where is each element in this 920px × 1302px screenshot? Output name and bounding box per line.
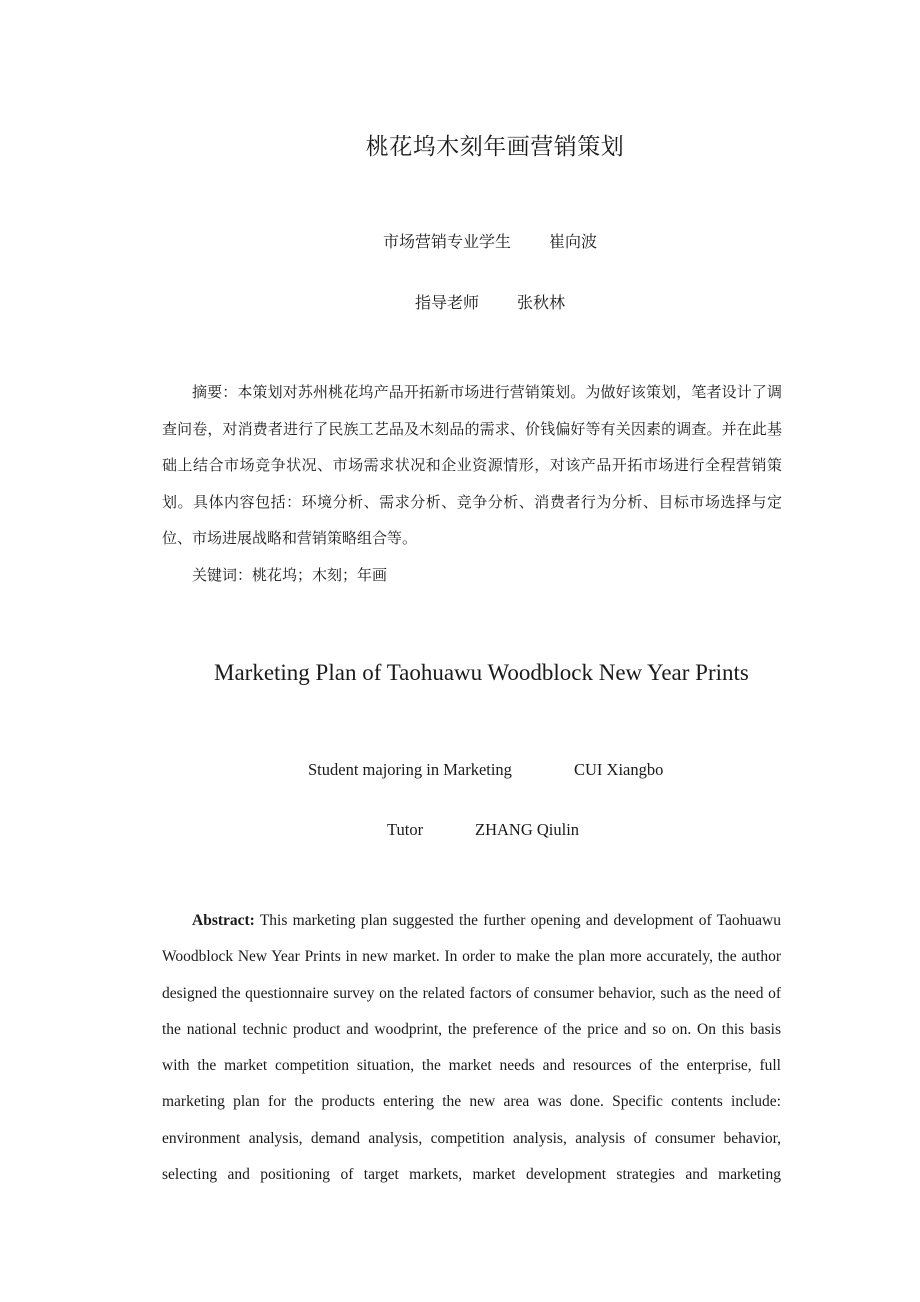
- chinese-title: 桃花坞木刻年画营销策划: [365, 134, 625, 160]
- chinese-author-line: [0, 229, 920, 252]
- english-abstract-text: This marketing plan suggested the further opening and development of Taohuawu Woodblock New Year Prints in new market. In order to make the plan more accurately, the author designed the questionnaire survey on the related factors of consumer behavior, such as the need of the national technic product and woodprint, the preference of the price and so on. On this basis with the market competition situation, the market needs and resources of the enterprise, full marketing plan for the products entering the new area was done. Specific contents include: environment analysis, demand analysis, competition analysis, analysis of consumer behavior, selecting and positioning of target markets, market development strategies and marketing: [162, 912, 781, 1184]
- chinese-tutor-line: [0, 290, 920, 313]
- english-author-role: Student majoring in Marketing: [308, 760, 512, 779]
- english-author-name: CUI Xiangbo: [574, 760, 664, 779]
- english-tutor-name: ZHANG Qiulin: [475, 820, 580, 839]
- english-abstract-label: Abstract:: [192, 912, 255, 929]
- english-abstract: [162, 903, 781, 1193]
- chinese-author-role: 市场营销专业学生: [382, 232, 511, 251]
- chinese-tutor-name: 张秋林: [517, 293, 566, 312]
- chinese-author-name: 崔向波: [549, 232, 598, 251]
- chinese-abstract: 摘要：本策划对苏州桃花坞产品开拓新市场进行营销策划。为做好该策划，笔者设计了调查问卷，对消费者进行了民族工艺品及木刻品的需求、价钱偏好等有关因素的调查。并在此基础上结合市场竞争状况、市场需求状况和企业资源情形，对该产品开拓市场进行全程营销策划。具体内容包括：环境分析、需求分析、竞争分析、消费者行为分析、目标市场选择与定位、市场进展战略和营销策略组合等。: [162, 383, 782, 547]
- chinese-tutor-role: 指导老师: [414, 293, 479, 312]
- english-tutor-role: Tutor: [387, 820, 424, 839]
- chinese-keywords: 关键词：桃花坞；木刻；年画: [192, 566, 388, 584]
- english-title: Marketing Plan of Taohuawu Woodblock New Year Prints: [214, 660, 749, 685]
